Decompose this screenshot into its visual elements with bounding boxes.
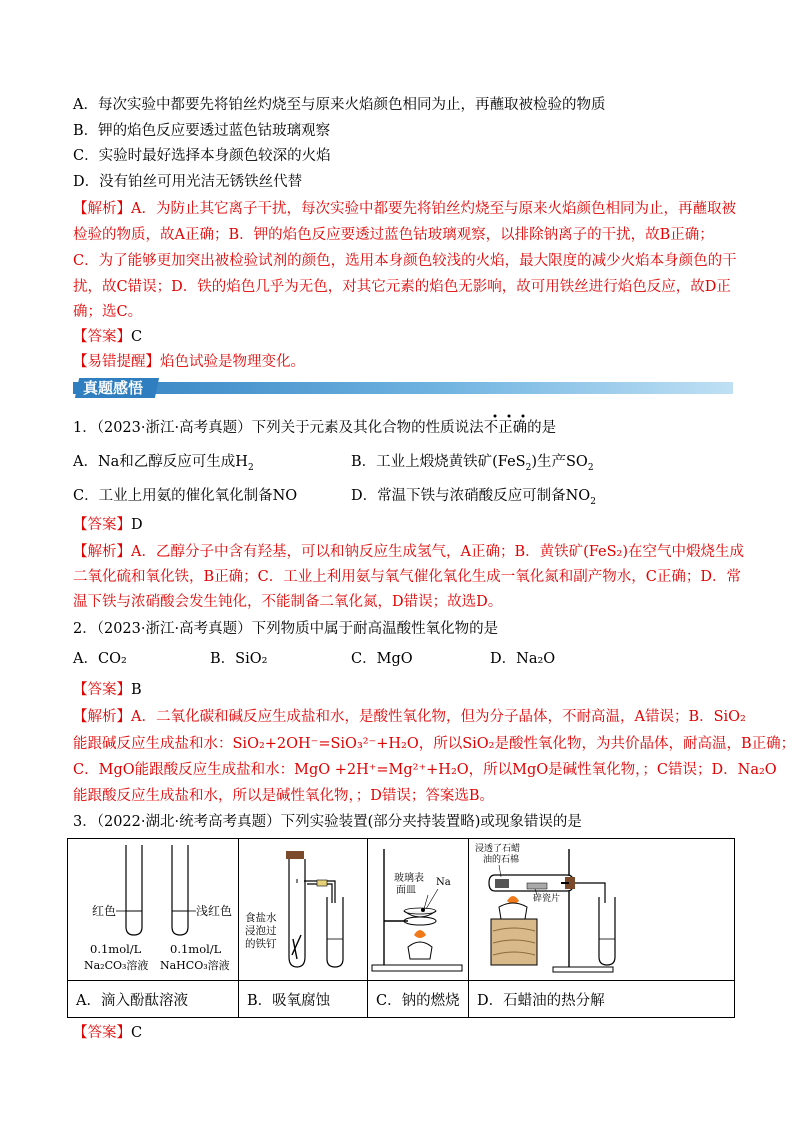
q2-option-a: A．CO₂ — [73, 651, 127, 667]
svg-text:碎瓷片: 碎瓷片 — [533, 894, 561, 904]
sodium-burn-diagram — [368, 839, 468, 976]
caption-d: D．石蜡油的热分解 — [469, 981, 735, 1018]
q1-option-c: C．工业上用氨的催化氧化制备NO — [73, 488, 298, 504]
option-a-line: A．每次实验中都要先将铂丝灼烧至与原来火焰颜色相同为止，再蘸取被检验的物质 — [73, 97, 606, 113]
q2-stem: 2．（2023·浙江·高考真题）下列物质中属于耐高温酸性氧化物的是 — [73, 621, 499, 637]
q1-answer: 【答案】D — [73, 517, 143, 533]
q2-answer: 【答案】B — [73, 682, 142, 698]
label-light-red: 浅红色 — [196, 904, 233, 918]
q1-stem: 1．（2023·浙江·高考真题）下列关于元素及其化合物的性质说法不正确的是 — [73, 420, 557, 436]
cell-a-image — [68, 839, 239, 981]
analysis-line-5: 确；选C。 — [73, 304, 143, 320]
q2-analysis-1: 【解析】A．二氧化碳和碱反应生成盐和水，是酸性氧化物，但为分子晶体，不耐高温，A错误；B．SiO₂ — [73, 709, 746, 725]
q2-analysis-2: 能跟碱反应生成盐和水：SiO₂+2OH⁻=SiO₃²⁻+H₂O，所以SiO₂是酸性氧化物，为共价晶体，耐高温，B正确； — [73, 736, 796, 752]
test-tubes-diagram — [68, 839, 238, 976]
svg-text:浸泡过: 浸泡过 — [245, 925, 277, 937]
tip-line: 【易错提醒】焰色试验是物理变化。 — [73, 354, 305, 370]
section-strip — [73, 382, 733, 394]
analysis-line-1: 【解析】A．为防止其它离子干扰，每次实验中都要先将铂丝灼烧至与原来火焰颜色相同为止，再蘸取被 — [73, 201, 736, 217]
q1-analysis-2: 二氧化硫和氧化铁，B正确；C．工业上利用氨与氧气催化氧化生成一氧化氮和副产物水，C正确；D．常 — [73, 569, 741, 585]
q2-analysis-3: C．MgO能跟酸反应生成盐和水：MgO +2H⁺=Mg²⁺+H₂O，所以MgO是碱性氧化物，；C错误；D．Na₂O — [73, 762, 777, 778]
q3-stem: 3．（2022·湖北·统考高考真题）下列实验装置(部分夹持装置略)或现象错误的是 — [73, 814, 582, 830]
caption-b: B．吸氧腐蚀 — [239, 981, 368, 1018]
solution-right: NaHCO₃溶液 — [160, 959, 230, 972]
svg-text:面皿: 面皿 — [396, 885, 416, 896]
experiment-table — [67, 838, 735, 1018]
svg-text:的铁钉: 的铁钉 — [245, 938, 277, 950]
analysis-line-4: 扰，故C错误；D．铁的焰色几乎为无色，对其它元素的焰色无影响，故可用铁丝进行焰色反应，故D正 — [73, 279, 731, 295]
paraffin-cracking-diagram — [469, 839, 635, 976]
option-c-line: C．实验时最好选择本身颜色较深的火焰 — [73, 148, 331, 164]
emphasis-dots — [491, 413, 531, 419]
option-b-line: B．钾的焰色反应要透过蓝色钴玻璃观察 — [73, 123, 331, 139]
q2-option-c: C．MgO — [351, 651, 413, 667]
analysis-line-2: 检验的物质，故A正确；B．钾的焰色反应要透过蓝色钴玻璃观察，以排除钠离子的干扰，故B正确； — [73, 227, 714, 243]
cell-b-image — [239, 839, 368, 981]
corrosion-diagram — [239, 839, 367, 976]
q2-analysis-4: 能跟酸反应生成盐和水，所以是碱性氧化物，；D错误；答案选B。 — [73, 788, 495, 804]
conc-right: 0.1mol/L — [170, 942, 222, 956]
section-title: 真题感悟 — [75, 378, 159, 398]
svg-text:玻璃表: 玻璃表 — [394, 873, 424, 884]
q1-option-d: D．常温下铁与浓硝酸反应可制备$NO_2$ — [351, 488, 596, 507]
analysis-line-3: C．为了能够更加突出被检验试剂的颜色，选用本身颜色较浅的火焰，最大限度的减少火焰本身颜色的干 — [73, 253, 737, 269]
q1-analysis-3: 温下铁与浓硝酸会发生钝化，不能制备二氧化氮，D错误；故选D。 — [73, 594, 503, 610]
caption-c: C．钠的燃烧 — [368, 981, 469, 1018]
top-answer: 【答案】C — [73, 329, 143, 345]
q2-option-d: D．Na₂O — [490, 651, 556, 667]
option-d-line: D．没有铂丝可用光洁无锈铁丝代替 — [73, 174, 303, 190]
analysis-tag: 【解析】 — [73, 201, 131, 217]
solution-left: Na₂CO₃溶液 — [84, 959, 149, 972]
q3-answer: 【答案】C — [73, 1025, 143, 1041]
q1-option-a: A．Na和乙醇反应可生成$H_2$ — [73, 454, 254, 473]
section-header — [73, 378, 733, 400]
q1-option-b: B．工业上煅烧黄铁矿(FeS$_2$)生产$SO_2$ — [351, 454, 594, 473]
svg-text:Na: Na — [436, 877, 451, 888]
cell-c-image — [368, 839, 469, 981]
q1-analysis-1: 【解析】A．乙醇分子中含有羟基，可以和钠反应生成氢气，A正确；B．黄铁矿(FeS₂)在空气中煅烧生成 — [73, 544, 745, 560]
conc-left: 0.1mol/L — [90, 942, 142, 956]
label-red: 红色 — [92, 904, 117, 918]
caption-a: A．滴入酚酞溶液 — [68, 981, 239, 1018]
svg-text:油的石棉: 油的石棉 — [483, 855, 520, 865]
svg-text:浸透了石蜡: 浸透了石蜡 — [475, 844, 521, 854]
svg-text:食盐水: 食盐水 — [245, 912, 277, 924]
q2-option-b: B．SiO₂ — [210, 651, 268, 667]
cell-d-image — [469, 839, 735, 981]
